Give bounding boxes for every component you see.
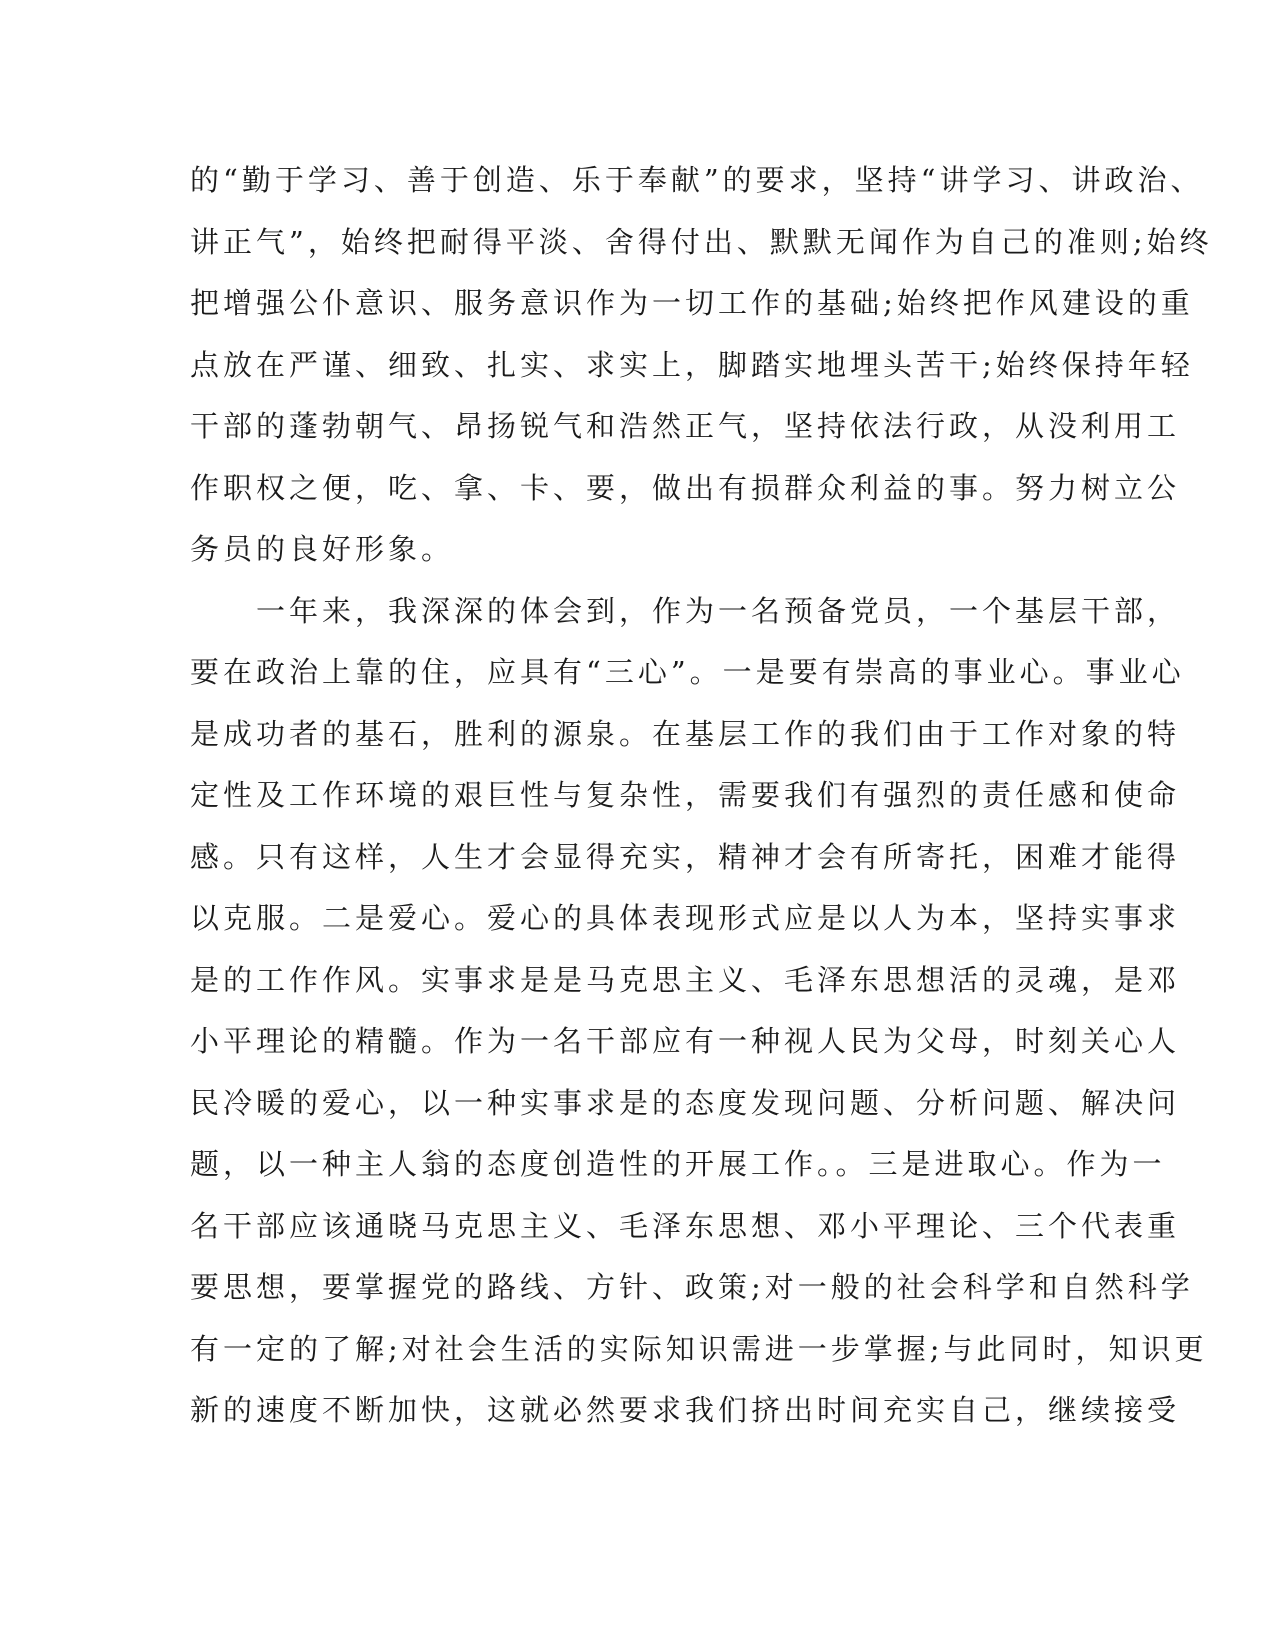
text-line: 点放在严谨、细致、扎实、求实上，脚踏实地埋头苦干;始终保持年轻 xyxy=(190,347,1194,382)
text-line: 新的速度不断加快，这就必然要求我们挤出时间充实自己，继续接受 xyxy=(190,1393,1181,1427)
paragraph-start-line: 一年来，我深深的体会到，作为一名预备党员，一个基层干部， xyxy=(256,593,1181,628)
text-line: 要思想，要掌握党的路线、方针、政策;对一般的社会科学和自然科学 xyxy=(190,1270,1194,1304)
text-line: 题，以一种主人翁的态度创造性的开展工作。。三是进取心。作为一 xyxy=(190,1147,1166,1181)
text-line: 是的工作作风。实事求是是马克思主义、毛泽东思想活的灵魂，是邓 xyxy=(190,962,1181,997)
text-line: 讲正气”，始终把耐得平淡、舍得付出、默默无闻作为自己的准则;始终 xyxy=(190,224,1213,259)
text-line: 定性及工作环境的艰巨性与复杂性，需要我们有强烈的责任感和使命 xyxy=(190,778,1181,812)
text-line: 以克服。二是爱心。爱心的具体表现形式应是以人为本，坚持实事求 xyxy=(190,901,1181,935)
text-line: 小平理论的精髓。作为一名干部应有一种视人民为父母，时刻关心人 xyxy=(190,1024,1181,1058)
text-line: 作职权之便，吃、拿、卡、要，做出有损群众利益的事。努力树立公 xyxy=(190,470,1181,505)
text-line: 要在政治上靠的住，应具有“三心”。一是要有崇高的事业心。事业心 xyxy=(190,655,1185,689)
text-line: 的“勤于学习、善于创造、乐于奉献”的要求，坚持“讲学习、讲政治、 xyxy=(190,163,1204,197)
text-line: 名干部应该通晓马克思主义、毛泽东思想、邓小平理论、三个代表重 xyxy=(190,1208,1181,1243)
text-line: 有一定的了解;对社会生活的实际知识需进一步掌握;与此同时，知识更 xyxy=(190,1331,1208,1366)
text-line: 民冷暖的爱心，以一种实事求是的态度发现问题、分析问题、解决问 xyxy=(190,1085,1181,1120)
body-text xyxy=(190,150,1213,1442)
text-line: 把增强公仆意识、服务意识作为一切工作的基础;始终把作风建设的重 xyxy=(190,286,1194,320)
text-line: 务员的良好形象。 xyxy=(190,532,455,566)
text-line: 是成功者的基石，胜利的源泉。在基层工作的我们由于工作对象的特 xyxy=(190,716,1181,751)
text-line: 感。只有这样，人生才会显得充实，精神才会有所寄托，困难才能得 xyxy=(190,839,1181,874)
text-line: 干部的蓬勃朝气、昂扬锐气和浩然正气，坚持依法行政，从没利用工 xyxy=(190,409,1181,443)
